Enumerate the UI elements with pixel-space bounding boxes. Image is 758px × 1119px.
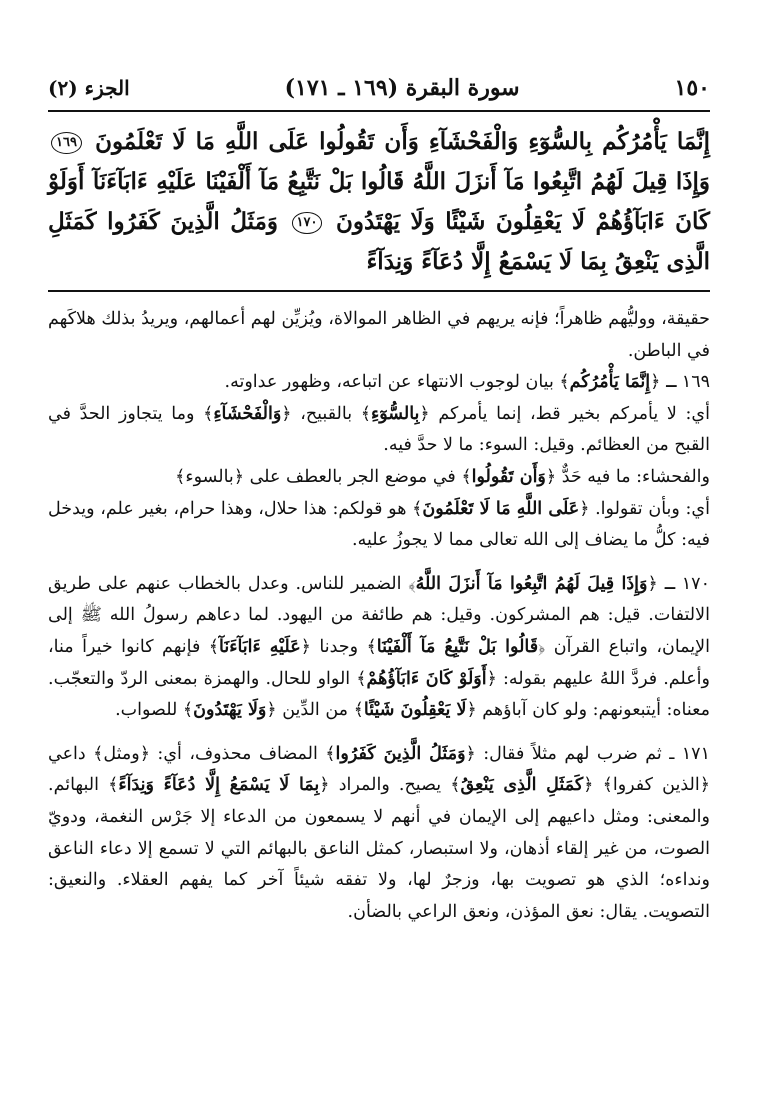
commentary-paragraph <box>48 494 710 557</box>
commentary-paragraph-171 <box>48 739 710 929</box>
commentary-paragraph-169 <box>48 367 710 399</box>
commentary-text: والفحشاء: ما فيه حَدٌّ ﴿ <box>545 466 710 487</box>
commentary-text: ﴾ وجدنا ﴿ <box>300 636 377 657</box>
verse-marker-169: ١٦٩ <box>51 132 82 154</box>
commentary-text: ﴾ البهائم. والمعنى: ومثل داعيهم إلى الإيمان في أنهم لا يسمعون من الدعاء إلا جَرْس النغمة، ودويّ الصوت، من غير إلقاء أذهان، ولا استبصار، كمثل الناعق بالبهائم التي لا تسمع إلا دعاء الناعق ونداءه؛ الذي هو تصويت بها، وزجرٌ لها، ولا تفقه شيئاً آخر كما يفهم العقلاء. والنعيق: التصويت. يقال: نعق المؤذن، ونعق الراعي بالضأن. <box>48 775 710 922</box>
verse-171-text: وَمَثَلُ الَّذِينَ كَفَرُوا كَمَثَلِ الَّذِى يَنْعِقُ بِمَا لَا يَسْمَعُ إِلَّا دُعَآءً وَنِدَآءً <box>48 208 710 275</box>
quote-text: عَلَى اللَّهِ مَا لَا تَعْلَمُونَ <box>422 498 580 519</box>
quote-text: وَأَن تَقُولُوا <box>471 466 546 487</box>
commentary-text: ١٦٩ ـ ﴿ <box>650 372 710 393</box>
quote-text: إِنَّمَا يَأْمُرُكُم <box>569 372 651 393</box>
commentary-text: ﴾ فإنهم كانوا خيراً منا، وأعلم. فردَّ اللهُ عليهم بقوله: ﴿ <box>48 636 710 689</box>
commentary-text: ﴾ للصواب. <box>115 700 194 721</box>
commentary-text: ﴾ بالقبيح، ﴿ <box>281 403 371 424</box>
commentary-text: ﴾ من الدِّين ﴿ <box>266 700 364 721</box>
commentary-text: ﴾ يصيح. والمراد ﴿ <box>319 775 461 796</box>
quote-text: لَا يَعْقِلُونَ شَيْئًا <box>363 700 467 721</box>
quote-text: بِالسُّوٓءِ <box>371 403 420 424</box>
verse-marker-170: ١٧٠ <box>292 212 323 234</box>
commentary-text: أي: وبأن تقولوا. ﴿ <box>579 498 710 519</box>
surah-title: سورة البقرة (١٦٩ ـ ١٧١) <box>284 75 520 101</box>
quote-text: قَالُوا بَلْ نَتَّبِعُ مَآ أَلْفَيْنَا <box>376 636 539 657</box>
commentary-text: ١٧١ ـ ثم ضرب لهم مثلاً فقال: ﴿ <box>465 743 710 764</box>
commentary-paragraph <box>48 399 710 462</box>
verse-169-text: إِنَّمَا يَأْمُرُكُم بِالسُّوٓءِ وَالْفَحْشَآءِ وَأَن تَقُولُوا عَلَى اللَّهِ مَا لَا تَعْلَمُونَ <box>95 128 710 155</box>
quote-text: بِمَا لَا يَسْمَعُ إِلَّا دُعَآءً وَنِدَآءً <box>118 775 320 796</box>
commentary-text: ﴾ الواو للحال. والهمزة بمعنى الردّ والتعجّب. معناه: أيتبعونهم: ولو كان آباؤهم ﴿ <box>48 668 710 721</box>
quote-text: كَمَثَلِ الَّذِى يَنْعِقُ <box>460 775 584 796</box>
commentary-text: ﴾ الضمير للناس. وعدل بالخطاب عنهم على طريق الالتفات. قيل: هم المشركون. وقيل: هم طائفة من اليهود. لما دعاهم رسولُ الله ﷺ إلى الإيمان، واتباع القرآن ﴿ <box>48 573 710 657</box>
quote-text: عَلَيْهِ ءَابَآءَنَآ <box>219 636 301 657</box>
quote-text: وَلَا يَهْتَدُونَ <box>193 700 267 721</box>
page-header <box>48 68 710 108</box>
commentary-paragraph-170 <box>48 569 710 727</box>
commentary-text: ١٧٠ ـ ﴿ <box>647 573 710 594</box>
commentary-text: ﴾ في موضع الجر بالعطف على ﴿بالسوء﴾ <box>175 466 472 487</box>
commentary-text: حقيقة، ووليُّهم ظاهراً؛ فإنه يريهم في الظاهر الموالاة، ويُزيِّن لهم أعمالهم، ويريدُ بذلك هلاكَهم في الباطن. <box>48 309 710 361</box>
page-number: ١٥٠ <box>674 75 710 101</box>
commentary-text: ﴾ هو قولكم: هذا حلال، وهذا حرام، بغير علم، ويدخل فيه: كلُّ ما يضاف إلى الله تعالى مما لا يجوزُ عليه. <box>48 498 710 551</box>
quran-verses <box>48 122 710 282</box>
commentary-paragraph <box>48 304 710 367</box>
quote-text: أَوَلَوْ كَانَ ءَابَآؤُهُمْ <box>366 668 487 689</box>
commentary-text: أي: لا يأمركم بخير قط، إنما يأمركم ﴿ <box>419 403 710 424</box>
commentary-paragraph <box>48 462 710 494</box>
commentary-text: ﴾ المضاف محذوف، أي: ﴿ومثل﴾ داعي ﴿الذين كفروا﴾ ﴿ <box>48 743 710 796</box>
header-rule <box>48 110 710 112</box>
commentary-text: ﴾ بيان لوجوب الانتهاء عن اتباعه، وظهور عداوته. <box>224 372 570 393</box>
quote-text: وَإِذَا قِيلَ لَهُمُ اتَّبِعُوا مَآ أَنزَلَ اللَّهُ <box>415 573 648 594</box>
juz-label: الجزء (٢) <box>48 76 130 100</box>
quote-text: وَالْفَحْشَآءِ <box>213 403 282 424</box>
commentary-text: ﴾ وما يتجاوز الحدَّ في القبح من العظائم. وقيل: السوء: ما لا حدَّ فيه. <box>48 403 710 456</box>
verses-rule <box>48 290 710 292</box>
verse-170-text: وَإِذَا قِيلَ لَهُمُ اتَّبِعُوا مَآ أَنزَلَ اللَّهُ قَالُوا بَلْ نَتَّبِعُ مَآ أَلْفَيْنَا عَلَيْهِ ءَابَآءَنَآ أَوَلَوْ كَانَ ءَابَآؤُهُمْ لَا يَعْقِلُونَ شَيْئًا وَلَا يَهْتَدُونَ <box>48 168 710 235</box>
commentary <box>48 304 710 928</box>
quote-text: وَمَثَلُ الَّذِينَ كَفَرُوا <box>335 743 466 764</box>
